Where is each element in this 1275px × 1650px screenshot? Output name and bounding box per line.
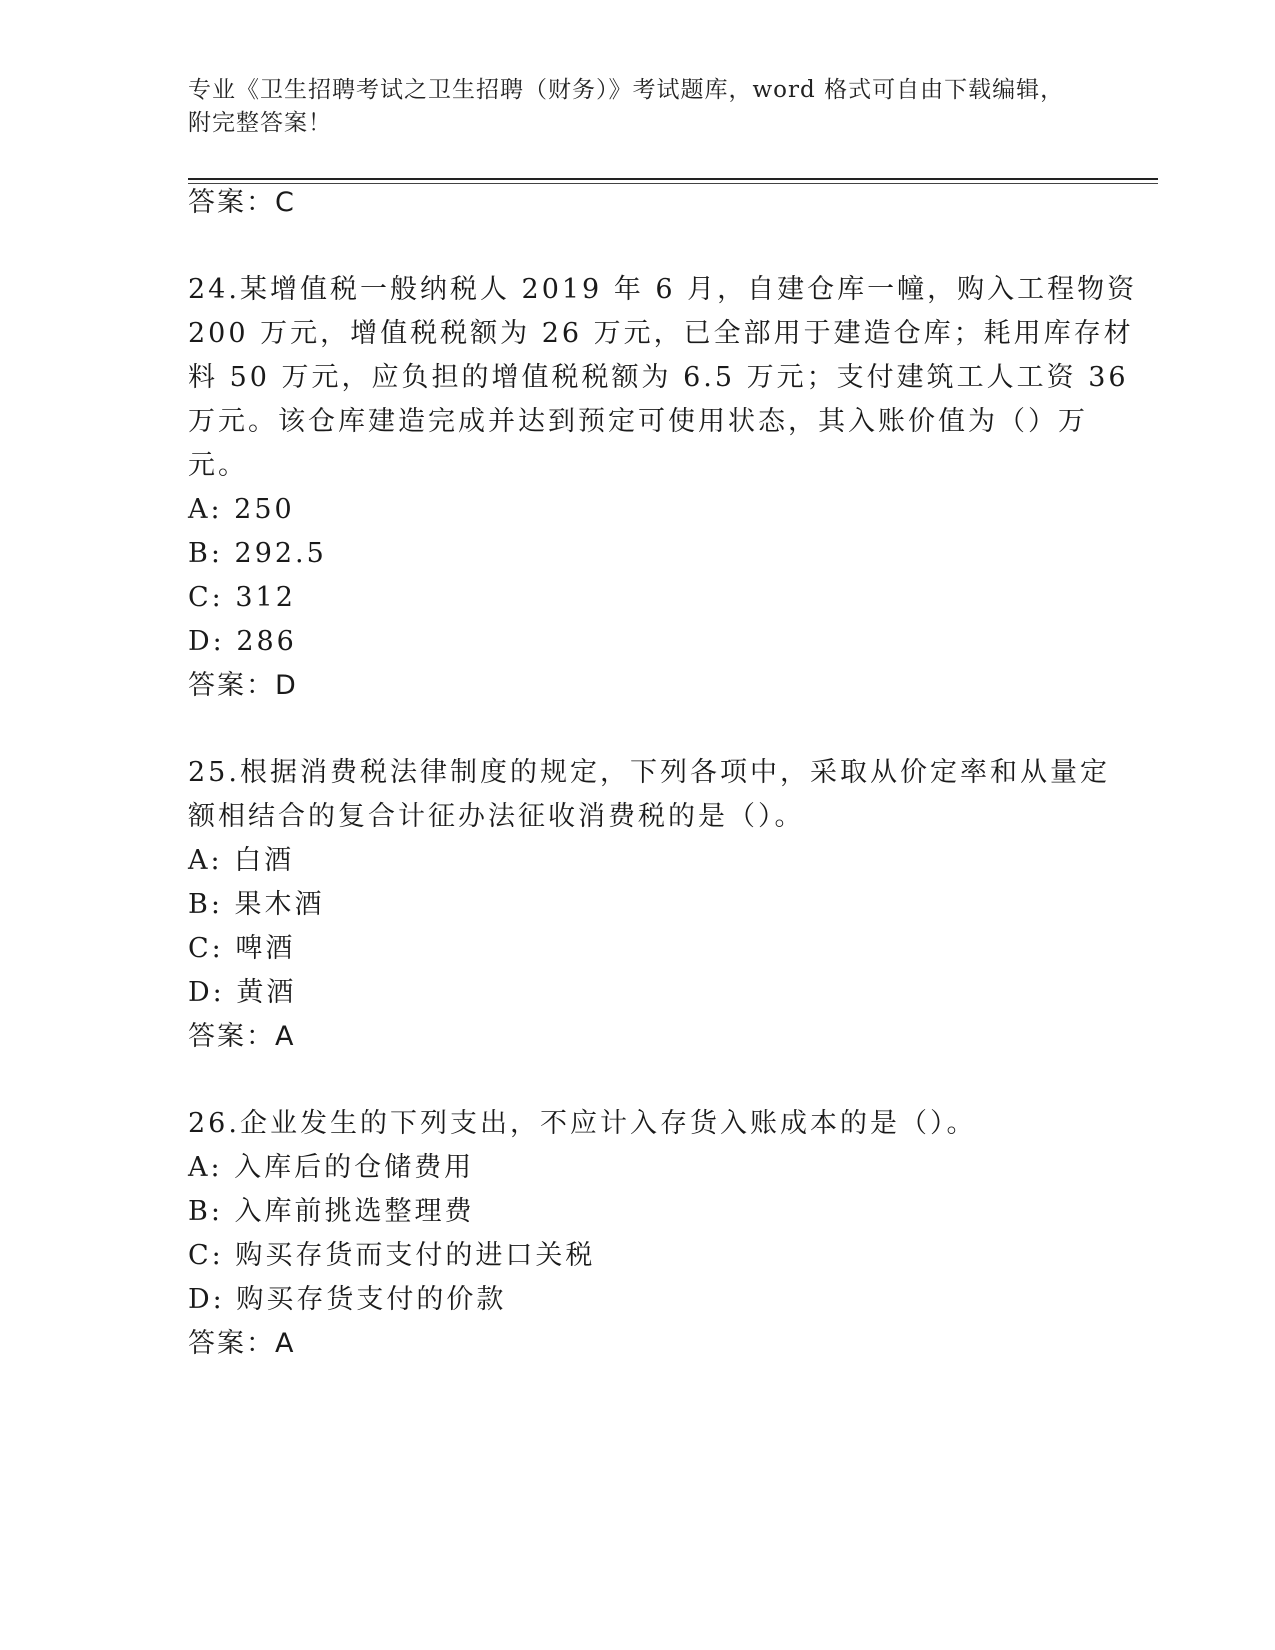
q25-stem-line: 25.根据消费税法律制度的规定，下列各项中，采取从价定率和从量定 [188,757,1110,788]
q26-stem-line: 26.企业发生的下列支出，不应计入存货入账成本的是（）。 [188,1108,977,1139]
document-header: 专业《卫生招聘考试之卫生招聘（财务）》考试题库，word 格式可自由下载编辑，附完整答案！ [188,77,1065,136]
q24-stem-line: 200 万元，增值税税额为 26 万元，已全部用于建造仓库；耗用库存材 [188,318,1134,349]
q25-option-a: A: 白酒 [188,845,295,876]
q24-option-d: D: 286 [188,626,297,657]
q25-option-d: D: 黄酒 [188,977,297,1008]
q25-answer: 答案：A [188,1021,296,1052]
q24-option-c: C: 312 [188,582,296,613]
q24-answer: 答案：D [188,670,298,701]
header-rule-thin [188,183,1158,184]
q24-option-a: A: 250 [188,494,295,525]
q24-stem-line: 料 50 万元，应负担的增值税税额为 6.5 万元；支付建筑工人工资 36 [188,362,1129,393]
q24-option-b: B: 292.5 [188,538,327,569]
q25-option-c: C: 啤酒 [188,933,296,964]
header-rule-thick [188,178,1158,180]
q26-option-d: D: 购买存货支付的价款 [188,1284,507,1315]
q24-stem-line: 万元。该仓库建造完成并达到预定可使用状态，其入账价值为（）万 [188,406,1088,437]
q23-answer: 答案：C [188,187,296,218]
q26-option-a: A: 入库后的仓储费用 [188,1152,475,1183]
q25-option-b: B: 果木酒 [188,889,325,920]
q24-stem-line: 元。 [188,450,248,481]
q26-answer: 答案：A [188,1328,296,1359]
q26-option-b: B: 入库前挑选整理费 [188,1196,475,1227]
q24-stem-line: 24.某增值税一般纳税人 2019 年 6 月，自建仓库一幢，购入工程物资 [188,274,1138,305]
q25-stem-line: 额相结合的复合计征办法征收消费税的是（）。 [188,801,805,832]
q26-option-c: C: 购买存货而支付的进口关税 [188,1240,596,1271]
